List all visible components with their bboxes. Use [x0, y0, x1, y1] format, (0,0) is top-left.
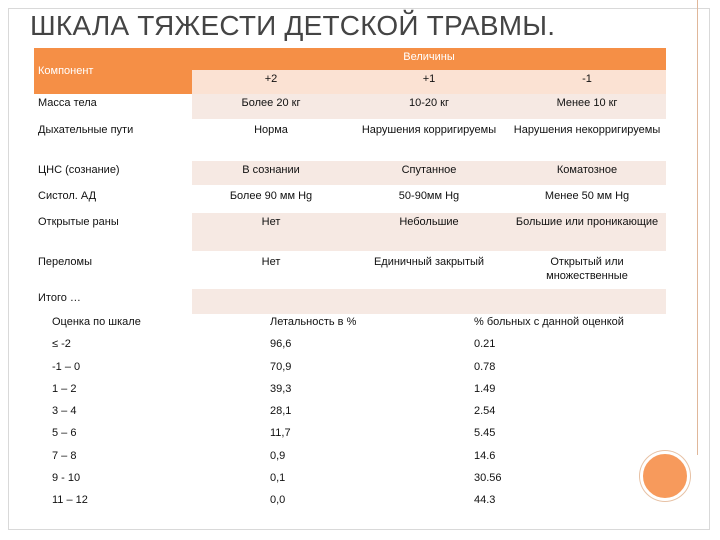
value-cell: Норма: [192, 120, 350, 160]
lethality-cell: 11,7: [270, 427, 291, 440]
value-cell: Нарушения некорригируемы: [508, 120, 666, 160]
score-row: [34, 357, 666, 379]
value-cell: Большие или проникающие: [508, 212, 666, 252]
patients-cell: 2.54: [474, 405, 496, 418]
score-row: [34, 423, 666, 445]
component-cell: Систол. АД: [34, 186, 192, 212]
lethality-cell: 70,9: [270, 360, 292, 373]
value-cell: Открытый или множественные: [508, 252, 666, 288]
lethality-cell: 0,9: [270, 449, 286, 462]
table-row-total: [34, 288, 666, 314]
score-cell: -1 – 0: [52, 360, 81, 373]
value-column-header: +1: [350, 70, 508, 94]
table-row: [34, 252, 666, 288]
value-column-header: +2: [192, 70, 350, 94]
page-title: ШКАЛА ТЯЖЕСТИ ДЕТСКОЙ ТРАВМЫ.: [30, 10, 556, 41]
severity-table: [34, 48, 666, 314]
lethality-cell: 0,0: [270, 494, 286, 507]
value-cell: 50-90мм Hg: [350, 186, 508, 212]
score-row: [34, 379, 666, 401]
patients-cell: 14.6: [474, 449, 496, 462]
score-table: [34, 312, 666, 513]
patients-cell: 1.49: [474, 382, 496, 395]
score-cell: 5 – 6: [52, 427, 77, 440]
score-cell: 3 – 4: [52, 405, 77, 418]
score-header-row: [34, 312, 666, 334]
score-row: [34, 446, 666, 468]
value-cell: 10-20 кг: [350, 94, 508, 120]
table-row: [34, 212, 666, 252]
score-cell: 7 – 8: [52, 449, 77, 462]
patients-header: % больных с данной оценкой: [474, 316, 624, 328]
component-cell: Переломы: [34, 252, 192, 288]
value-cell: Более 20 кг: [192, 94, 350, 120]
table-row: [34, 94, 666, 120]
values-header: Величины: [192, 48, 666, 70]
patients-cell: 44.3: [474, 494, 496, 507]
value-cell: Менее 50 мм Hg: [508, 186, 666, 212]
value-cell: Коматозное: [508, 160, 666, 186]
lethality-cell: 96,6: [270, 338, 292, 351]
score-row: [34, 401, 666, 423]
value-cell: Нет: [192, 212, 350, 252]
component-cell: Дыхательные пути: [34, 120, 192, 160]
score-header: Оценка по шкале: [52, 316, 141, 328]
value-cell: В сознании: [192, 160, 350, 186]
score-cell: 1 – 2: [52, 382, 77, 395]
value-cell: Более 90 мм Hg: [192, 186, 350, 212]
total-label: Итого …: [34, 288, 192, 314]
decorative-line: [697, 0, 698, 455]
lethality-cell: 0,1: [270, 472, 286, 485]
patients-cell: 0.21: [474, 338, 496, 351]
score-row: [34, 334, 666, 356]
score-cell: 9 - 10: [52, 472, 81, 485]
total-cell: [192, 288, 666, 314]
table-row: [34, 120, 666, 160]
value-column-header: -1: [508, 70, 666, 94]
lethality-cell: 28,1: [270, 405, 292, 418]
patients-cell: 30.56: [474, 472, 502, 485]
component-cell: Масса тела: [34, 94, 192, 120]
patients-cell: 5.45: [474, 427, 496, 440]
component-header: Компонент: [34, 48, 192, 94]
value-cell: Нарушения корригируемы: [350, 120, 508, 160]
component-cell: Открытые раны: [34, 212, 192, 252]
score-row: [34, 468, 666, 490]
value-cell: Спутанное: [350, 160, 508, 186]
value-cell: Нет: [192, 252, 350, 288]
value-cell: Единичный закрытый: [350, 252, 508, 288]
patients-cell: 0.78: [474, 360, 496, 373]
lethality-header: Летальность в %: [270, 316, 357, 328]
component-cell: ЦНС (сознание): [34, 160, 192, 186]
score-cell: ≤ -2: [52, 338, 71, 351]
score-row: [34, 490, 666, 512]
score-cell: 11 – 12: [52, 494, 88, 507]
value-cell: Небольшие: [350, 212, 508, 252]
table-row: [34, 186, 666, 212]
lethality-cell: 39,3: [270, 382, 292, 395]
table-row: [34, 160, 666, 186]
value-cell: Менее 10 кг: [508, 94, 666, 120]
